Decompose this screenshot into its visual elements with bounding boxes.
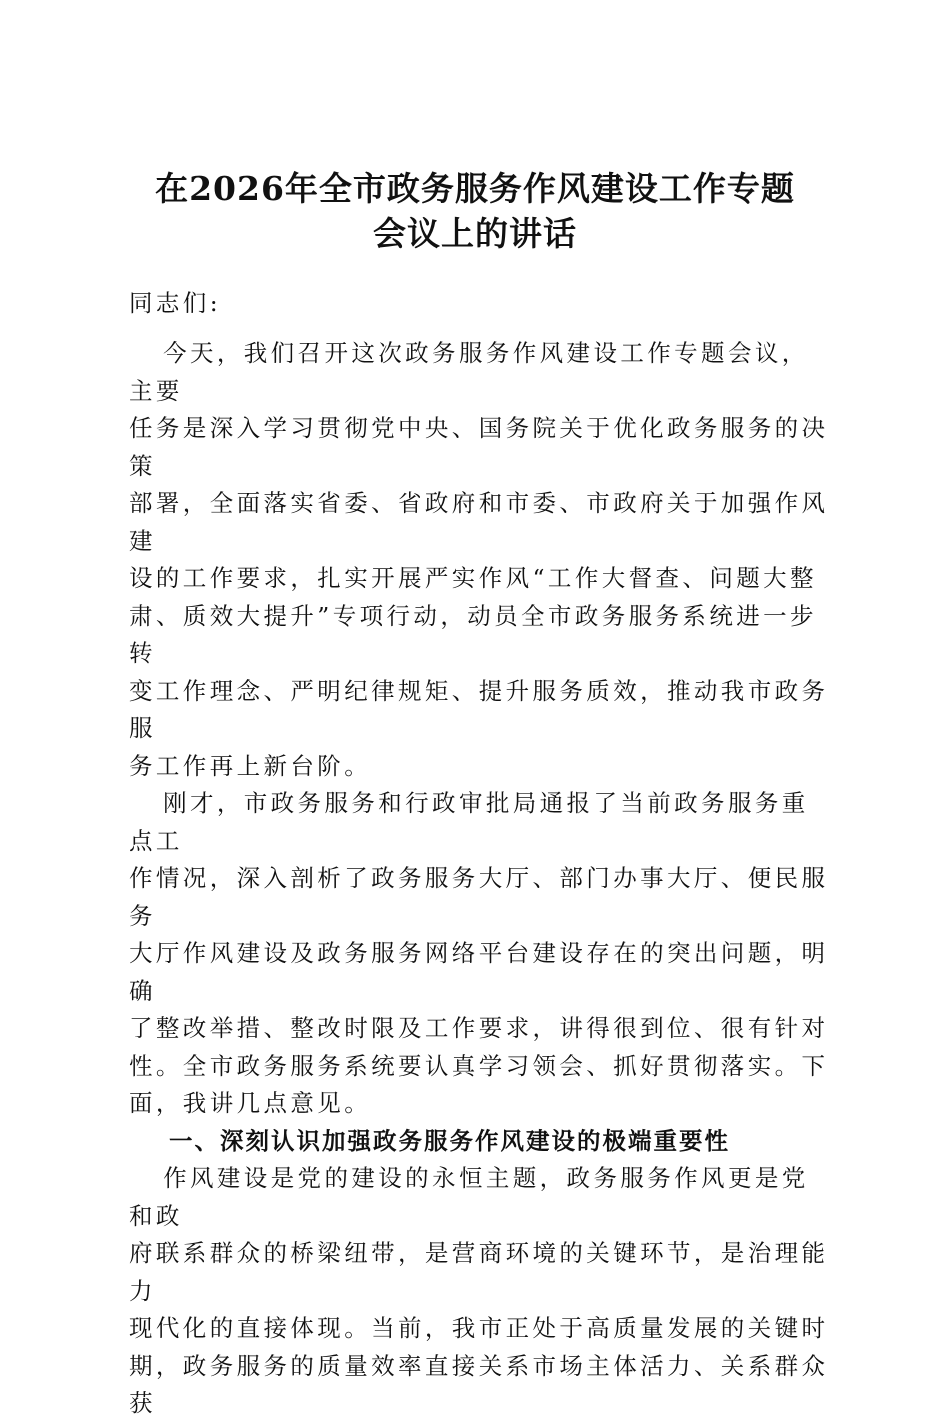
document-body — [129, 335, 829, 1423]
section-heading-1: 一、深刻认识加强政务服务作风建设的极端重要性 — [169, 1126, 730, 1155]
salutation: 同志们: — [129, 289, 222, 317]
paragraph-line: 作情况，深入剖析了政务服务大厅、部门办事大厅、便民服务 — [129, 864, 829, 930]
paragraph-line: 现代化的直接体现。当前，我市正处于高质量发展的关键时 — [129, 1314, 829, 1342]
paragraph-line: 今天，我们召开这次政务服务作风建设工作专题会议，主要 — [129, 339, 809, 405]
paragraph-line: 期，政务服务的质量效率直接关系市场主体活力、关系群众获 — [129, 1351, 829, 1417]
paragraph-line: 府联系群众的桥梁纽带，是营商环境的关键环节，是治理能力 — [129, 1239, 829, 1305]
document-title — [120, 166, 830, 256]
paragraph-line: 面，我讲几点意见。 — [129, 1089, 372, 1117]
paragraph-line: 作风建设是党的建设的永恒主题，政务服务作风更是党和政 — [129, 1164, 809, 1230]
paragraph-line: 务工作再上新台阶。 — [129, 751, 372, 780]
paragraph-2 — [129, 785, 829, 1123]
paragraph-1 — [129, 335, 829, 785]
title-line-2: 会议上的讲话 — [373, 214, 577, 253]
paragraph-line: 设的工作要求，扎实开展严实作风“工作大督查、问题大整 — [129, 564, 817, 592]
title-line-1: 在2026年全市政务服务作风建设工作专题 — [155, 169, 795, 208]
paragraph-line: 刚才，市政务服务和行政审批局通报了当前政务服务重点工 — [129, 789, 809, 855]
paragraph-line: 大厅作风建设及政务服务网络平台建设存在的突出问题，明确 — [129, 939, 829, 1005]
paragraph-line: 部署，全面落实省委、省政府和市委、市政府关于加强作风建 — [129, 489, 829, 555]
paragraph-3 — [129, 1160, 829, 1423]
paragraph-line: 任务是深入学习贯彻党中央、国务院关于优化政务服务的决策 — [129, 414, 829, 480]
paragraph-line: 了整改举措、整改时限及工作要求，讲得很到位、很有针对 — [129, 1014, 829, 1042]
paragraph-line: 性。全市政务服务系统要认真学习领会、抓好贯彻落实。下 — [129, 1051, 829, 1080]
paragraph-line: 变工作理念、严明纪律规矩、提升服务质效，推动我市政务服 — [129, 676, 829, 742]
paragraph-line: 肃、质效大提升”专项行动，动员全市政务服务系统进一步转 — [129, 601, 817, 667]
